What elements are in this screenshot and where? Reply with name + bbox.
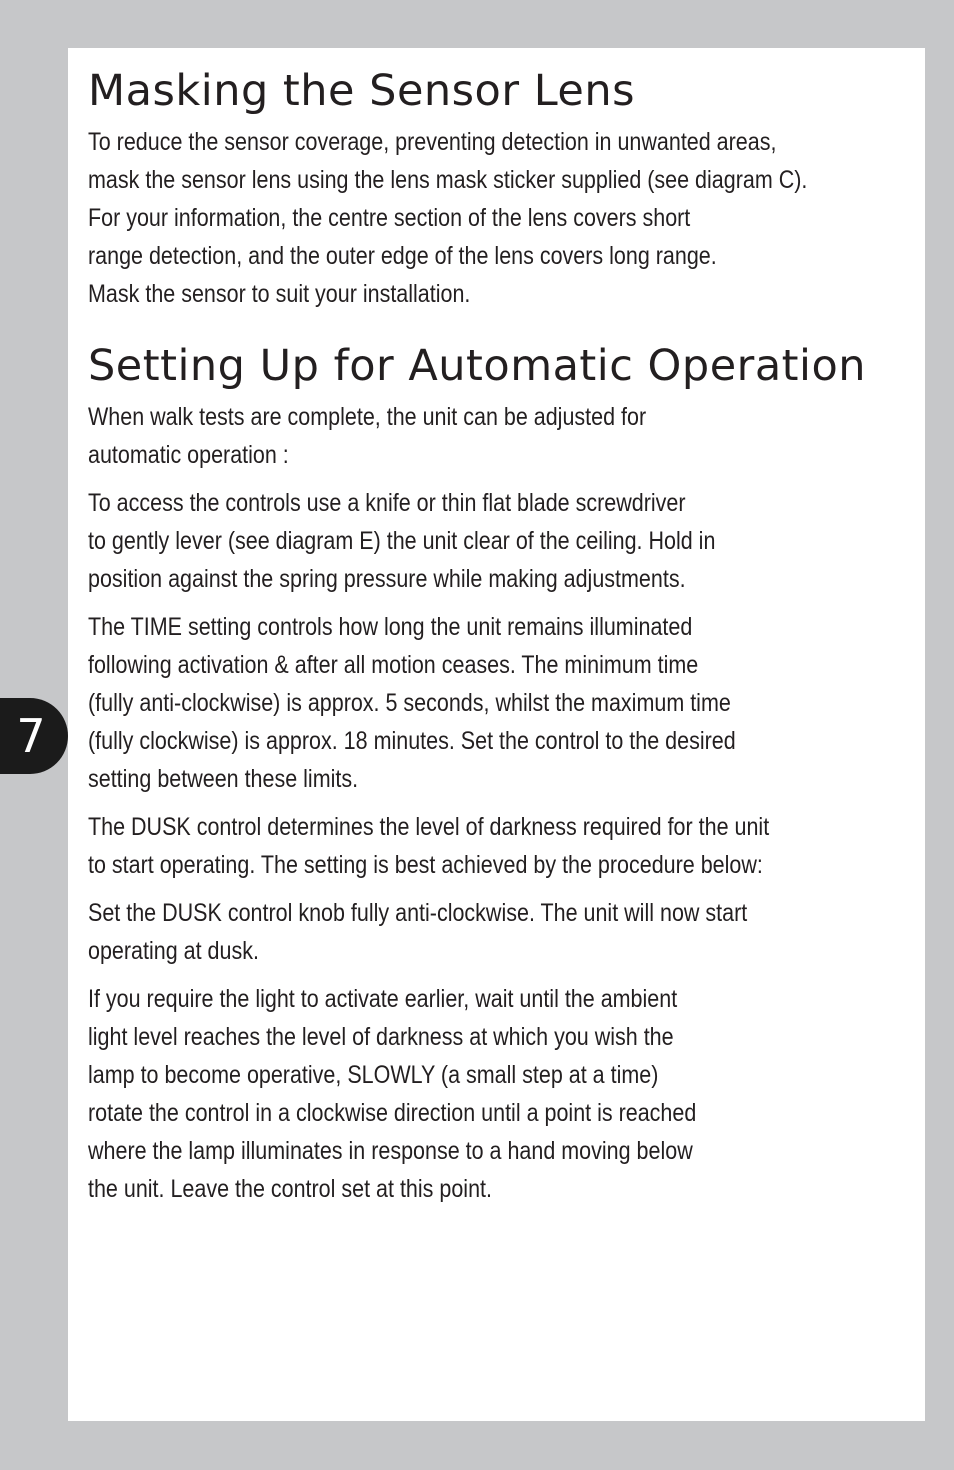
paragraph-dusk-control — [88, 808, 908, 884]
paragraph-time-setting-text: The TIME setting controls how long the unit remains illuminated following activation & after all motion ceases. The minimum time (fully anti-clockwise) is approx. 5 seconds, whilst the maximum time (fully clockwise) is approx. 18 minutes. Set the control to the desired setting between these limits. — [88, 613, 736, 793]
paragraph-dusk-anticlockwise-text: Set the DUSK control knob fully anti-clockwise. The unit will now start operating at dusk. — [88, 899, 748, 965]
paragraph-dusk-anticlockwise — [88, 894, 908, 970]
paragraph-dusk-control-text: The DUSK control determines the level of darkness required for the unit to start operating. The setting is best achieved by the procedure below: — [88, 813, 770, 879]
page-content — [88, 48, 908, 1208]
paragraph-masking — [88, 123, 908, 313]
paragraph-walk-tests-text: When walk tests are complete, the unit can be adjusted for automatic operation : — [88, 403, 647, 469]
section-heading-automatic-operation: Setting Up for Automatic Operation — [88, 341, 867, 391]
paragraph-activate-earlier — [88, 980, 908, 1208]
paragraph-masking-text: To reduce the sensor coverage, preventing detection in unwanted areas, mask the sensor lens using the lens mask sticker supplied (see diagram C). For your information, the centre section of the lens covers short range detection, and the outer edge of the lens covers long range. Mask the sensor to suit your installation. — [88, 128, 808, 308]
paragraph-time-setting — [88, 608, 908, 798]
section-heading-masking: Masking the Sensor Lens — [88, 66, 636, 116]
paragraph-activate-earlier-text: If you require the light to activate earlier, wait until the ambient light level reaches the level of darkness at which you wish the lamp to become operative, SLOWLY (a small step at a time) rotate the control in a clockwise direction until a point is reached where the lamp illuminates in response to a hand moving below the unit. Leave the control set at this point. — [88, 985, 697, 1203]
paragraph-access-controls-text: To access the controls use a knife or thin flat blade screwdriver to gently lever (see diagram E) the unit clear of the ceiling. Hold in position against the spring pressure while making adjustments. — [88, 489, 716, 593]
paragraph-walk-tests — [88, 398, 908, 474]
page-number: 7 — [16, 709, 46, 763]
page-number-tab — [0, 698, 68, 774]
paragraph-access-controls — [88, 484, 908, 598]
manual-page — [68, 48, 925, 1421]
